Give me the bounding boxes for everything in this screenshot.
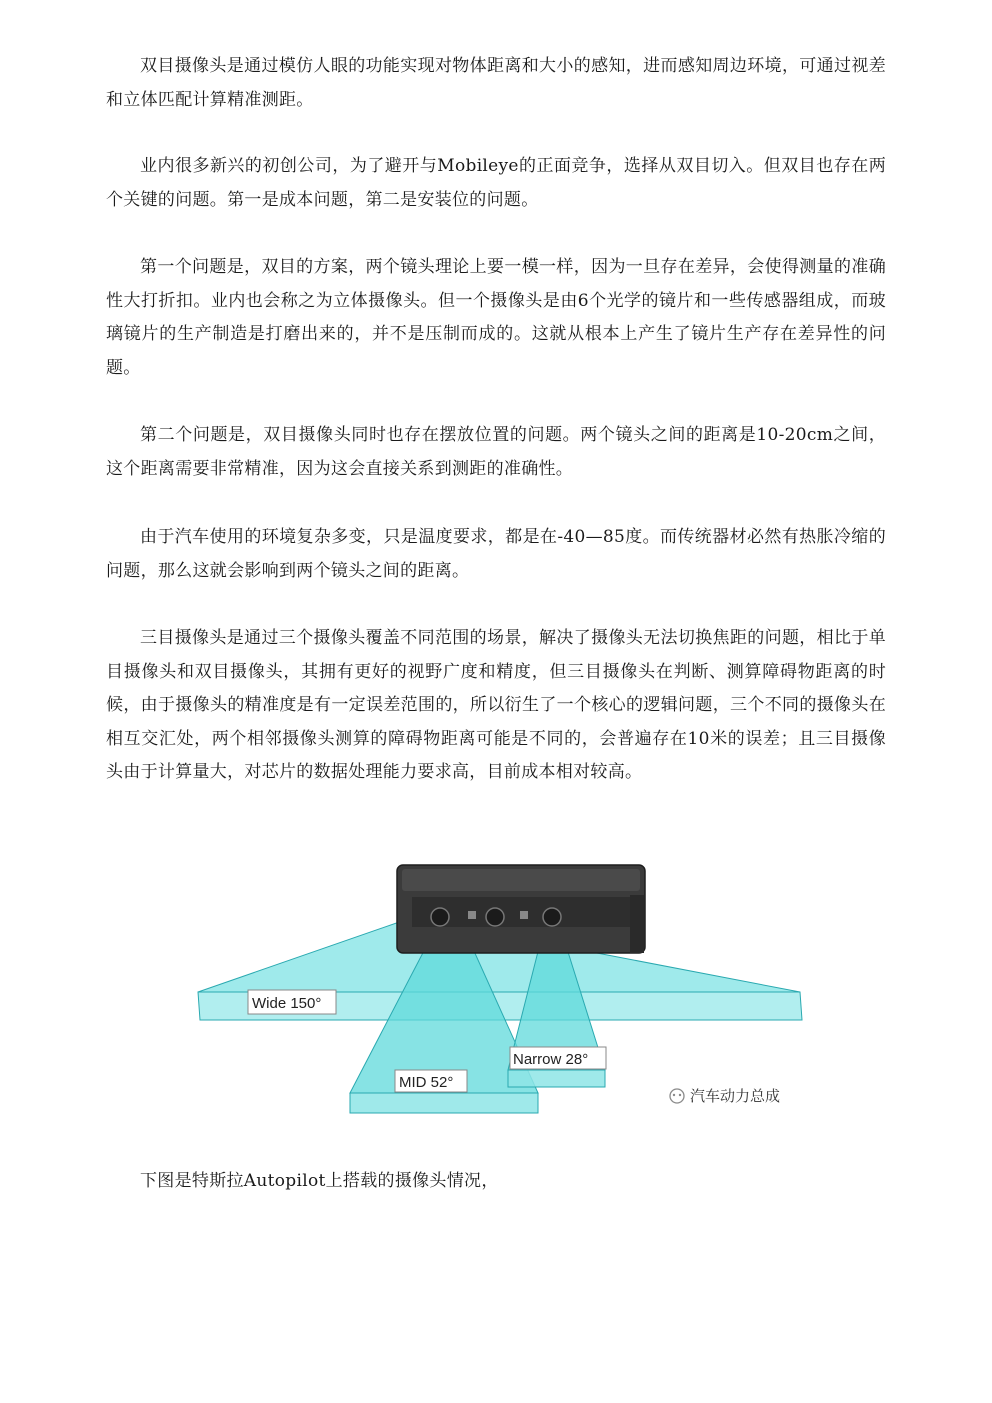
wide-label: Wide 150° [252, 995, 322, 1012]
mid-label-box [395, 1070, 467, 1092]
narrow-label-box [510, 1047, 606, 1069]
wide-lens-icon [431, 908, 449, 926]
paragraph-startups-binocular: 业内很多新兴的初创公司，为了避开与Mobileye的正面竞争，选择从双目切入。但双目也存在两个关键的问题。第一是成本问题，第二是安装位的问题。 [106, 156, 886, 210]
mid-label: MID 52° [399, 1074, 454, 1091]
wechat-icon [670, 1089, 684, 1103]
narrow-lens-icon [543, 908, 561, 926]
mid-lens-icon [486, 908, 504, 926]
mid-beam-front [350, 1093, 538, 1113]
wide-label-box [248, 990, 336, 1014]
paragraph-trinocular: 三目摄像头是通过三个摄像头覆盖不同范围的场景，解决了摄像头无法切换焦距的问题，相比于单目摄像头和双目摄像头，其拥有更好的视野广度和精度，但三目摄像头在判断、测算障碍物距离的时候，由于摄像头的精准度是有一定误差范围的，所以衍生了一个核心的逻辑问题，三个不同的摄像头在相互交汇处，两个相邻摄像头测算的障碍物距离可能是不同的，会普遍存在10米的误差；且三目摄像头由于计算量大，对芯片的数据处理能力要求高，目前成本相对较高。 [106, 628, 886, 782]
camera-unit [397, 865, 645, 953]
paragraph-first-problem: 第一个问题是，双目的方案，两个镜头理论上要一模一样，因为一旦存在差异，会使得测量的准确性大打折扣。业内也会称之为立体摄像头。但一个摄像头是由6个光学的镜片和一些传感器组成，而玻璃镜片的生产制造是打磨出来的，并不是压制而成的。这就从根本上产生了镜片生产存在差异性的问题。 [106, 257, 886, 378]
paragraph-binocular-intro: 双目摄像头是通过模仿人眼的功能实现对物体距离和大小的感知，进而感知周边环境，可通过视差和立体匹配计算精准测距。 [106, 56, 886, 110]
narrow-label: Narrow 28° [513, 1051, 589, 1068]
paragraph-tesla-caption: 下图是特斯拉Autopilot上搭载的摄像头情况， [140, 1171, 499, 1191]
paragraph-temperature: 由于汽车使用的环境复杂多变，只是温度要求，都是在-40—85度。而传统器材必然有热胀冷缩的问题，那么这就会影响到两个镜头之间的距离。 [106, 527, 886, 581]
watermark [670, 1087, 780, 1105]
camera-fov-illustration [190, 855, 810, 1130]
narrow-beam-front [508, 1070, 605, 1087]
trinocular-camera-figure [190, 855, 810, 1130]
paragraph-second-problem: 第二个问题是，双目摄像头同时也存在摆放位置的问题。两个镜头之间的距离是10-20cm之间，这个距离需要非常精准，因为这会直接关系到测距的准确性。 [106, 425, 886, 479]
watermark-text: 汽车动力总成 [690, 1087, 781, 1105]
